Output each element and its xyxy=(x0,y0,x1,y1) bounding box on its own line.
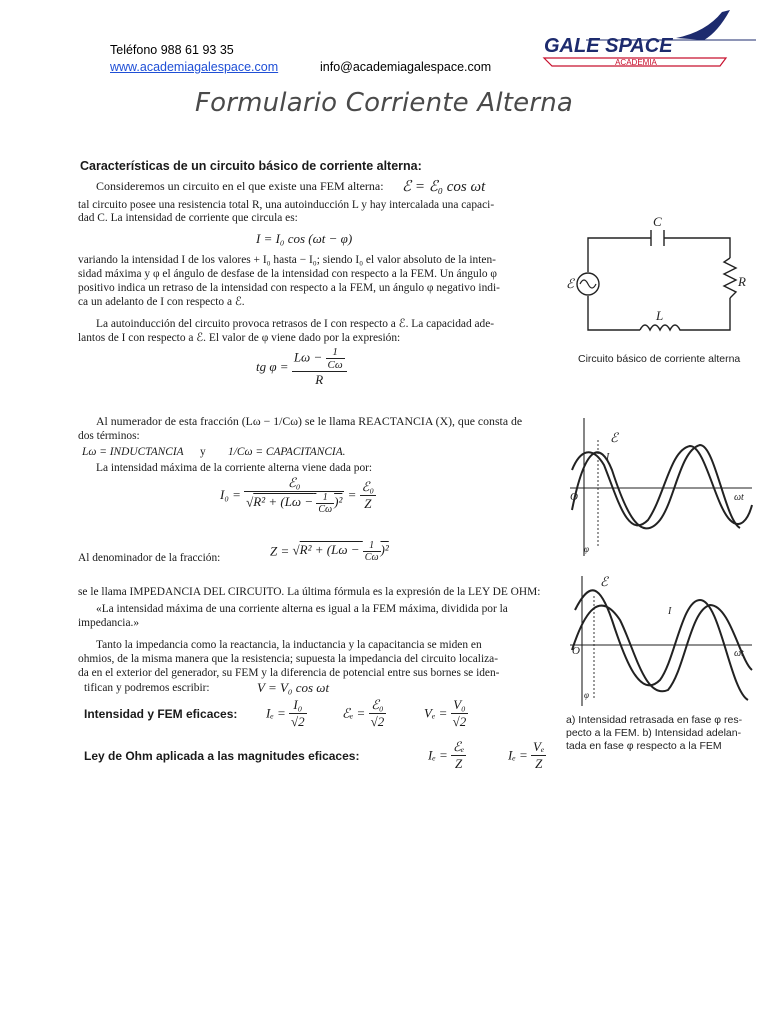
graph-a-origin: O xyxy=(570,491,578,503)
ohm-ie-label: Iₑ = xyxy=(428,747,448,763)
ie-den: √2 xyxy=(291,714,305,729)
paragraph-line: Tanto la impedancia como la reactancia, la inductancia y la capacitancia se miden en xyxy=(96,639,482,651)
tg-denominator: R xyxy=(315,372,324,387)
z-label: Z = xyxy=(270,543,290,559)
graph-b-label-i: I xyxy=(668,606,672,617)
formula-intensity: I = I₀ cos (ωt − φ) xyxy=(256,231,353,246)
paragraph-line: tifican y podremos escribir: xyxy=(84,682,210,694)
logo-text: GALE SPACE xyxy=(544,35,673,57)
ve-den: √2 xyxy=(452,714,467,729)
tg-fraction xyxy=(292,346,347,388)
paragraph-line: da en el exterior del generador, su FEM y la diferencia de potencial entre sus bornes se iden- xyxy=(78,667,500,679)
z-sqrt-b: )² xyxy=(380,542,389,558)
z-comega: Cω xyxy=(364,552,379,563)
section-heading: Características de un circuito básico de corriente alterna: xyxy=(80,159,422,173)
ee-label: ℰₑ = xyxy=(342,705,366,721)
graph-a-label-e: ℰ xyxy=(610,430,618,445)
graph-b-label-e: ℰ xyxy=(600,574,608,589)
circuit-label-c: C xyxy=(653,214,662,229)
i0z-den: Z xyxy=(364,495,372,511)
phone-number: Teléfono 988 61 93 35 xyxy=(110,43,234,57)
ohm-ve-num: Vₑ xyxy=(533,739,545,754)
formula-ohm-ve xyxy=(508,739,546,772)
paragraph-line: La autoinducción del circuito provoca retrasos de I con respecto a ℰ. La capacidad ade- xyxy=(96,318,495,330)
i0-sqrt-a: R² + (Lω − xyxy=(253,494,314,510)
ee-den: √2 xyxy=(370,714,385,729)
formula-ie xyxy=(266,697,307,730)
paragraph-line: La intensidad máxima de la corriente alterna viene dada por: xyxy=(96,462,373,474)
paragraph-line: ohmios, de la misma manera que la resistencia; supuesta la impedancia del circuito localiza- xyxy=(78,653,499,665)
formula-ve xyxy=(424,697,468,730)
ohm-ie-num: ℰₑ xyxy=(453,739,465,754)
tg-num-a: Lω − xyxy=(293,349,323,365)
paragraph-line: «La intensidad máxima de una corriente alterna es igual a la FEM máxima, dividida por la xyxy=(96,603,508,615)
ohm-ve-label: Iₑ = xyxy=(508,747,528,763)
paragraph-line: impedancia.» xyxy=(78,617,140,629)
formula-voltage: V = V₀ cos ωt xyxy=(257,680,330,695)
graph-caption-line: tada en fase φ respecto a la FEM xyxy=(566,740,722,752)
term-and: y xyxy=(200,446,206,458)
paragraph-line: sidad máxima y φ el ángulo de desfase de la intensidad con respecto a la FEM. Un ángulo φ xyxy=(78,268,497,280)
graph-caption-line: a) Intensidad retrasada en fase φ res- xyxy=(566,714,743,726)
paragraph-line: dad C. La intensidad de corriente que circula es: xyxy=(78,212,298,224)
formula-i0 xyxy=(220,475,376,515)
ie-label: Iₑ = xyxy=(266,705,286,721)
website-link[interactable]: www.academiagalespace.com xyxy=(110,60,279,74)
i0-fraction-z xyxy=(360,479,376,512)
ie-num: I₀ xyxy=(289,697,307,714)
ac-source-icon xyxy=(577,273,599,295)
graph-b-axis-wt: ωt xyxy=(734,648,744,659)
paragraph-line: lantos de I con respecto a ℰ. El valor de φ viene dado por la expresión: xyxy=(78,332,401,344)
i0-eq: = xyxy=(347,487,357,502)
graph-caption-line: pecto a la FEM. b) Intensidad adelan- xyxy=(566,727,742,739)
page-title: Formulario Corriente Alterna xyxy=(194,88,574,118)
z-sqrt-a: R² + (Lω − xyxy=(299,542,360,558)
i0-one: 1 xyxy=(316,492,334,504)
term-inductance: Lω = INDUCTANCIA xyxy=(82,446,184,458)
paragraph-line: Al numerador de esta fracción (Lω − 1/Cω) se le llama REACTANCIA (X), que consta de xyxy=(96,414,523,428)
i0-label: I₀ = xyxy=(220,487,241,502)
i0-comega: Cω xyxy=(318,504,333,515)
ohm-ie-den: Z xyxy=(455,756,463,771)
paragraph-line: Consideremos un circuito en el que existe una FEM alterna: xyxy=(96,179,384,193)
circuit-label-r: R xyxy=(738,274,746,289)
graph-b-origin: O xyxy=(572,645,580,657)
formula-ohm-ie xyxy=(428,739,466,772)
tg-num-one: 1 xyxy=(326,346,345,359)
formula-fem: ℰ = ℰ₀ cos ωt xyxy=(402,179,486,195)
tg-label: tg φ = xyxy=(256,359,289,374)
graph-a-label-i: I xyxy=(606,452,610,463)
z-one: 1 xyxy=(363,540,381,552)
ve-num: V₀ xyxy=(451,697,469,714)
tg-num-comega: Cω xyxy=(327,359,343,371)
paragraph-line: variando la intensidad I de los valores + I₀ hasta − I₀; siendo I₀ el valor absoluto de la inten- xyxy=(78,254,496,266)
graph-b-phi: φ xyxy=(584,690,589,700)
circuit-label-l: L xyxy=(656,308,664,323)
gale-space-logo xyxy=(526,8,762,72)
i0z-num: ℰ₀ xyxy=(361,478,375,494)
term-capacitance: 1/Cω = CAPACITANCIA. xyxy=(228,446,346,458)
formula-z: Z = √R² + (Lω − $\frac{1}{C\omega}$ )² xyxy=(270,540,389,563)
i0-sqrt-b: )² xyxy=(334,494,343,510)
i0-den: √R² + (Lω − $\frac{1}{C\omega}$ )² xyxy=(246,492,343,515)
paragraph-line: Al denominador de la fracción: xyxy=(78,552,221,564)
ee-num: ℰ₀ xyxy=(369,697,387,714)
ohm-ve-den: Z xyxy=(535,756,543,771)
section-heading: Ley de Ohm aplicada a las magnitudes eficaces: xyxy=(84,749,360,763)
paragraph-line: positivo indica un retraso de la intensidad con respecto a la FEM, un ángulo φ negativo indi- xyxy=(78,282,500,294)
circuit-label-e: ℰ xyxy=(566,276,574,291)
paragraph-line: ca un adelanto de I con respecto a ℰ. xyxy=(78,296,245,308)
formula-ee xyxy=(342,697,386,730)
i0-fraction xyxy=(244,475,344,515)
paragraph-line: se le llama IMPEDANCIA DEL CIRCUITO. La última fórmula es la expresión de la LEY DE OHM: xyxy=(78,586,541,598)
graph-a-phi: φ xyxy=(584,544,589,554)
logo-sub: ACADEMIA xyxy=(615,58,657,67)
ve-label: Vₑ = xyxy=(424,705,448,721)
i0-num: ℰ₀ xyxy=(244,475,344,492)
email-address: info@academiagalespace.com xyxy=(320,60,492,74)
graph-a-axis-wt: ωt xyxy=(734,492,744,503)
paragraph-line: dos términos: xyxy=(78,430,140,442)
section-heading: Intensidad y FEM eficaces: xyxy=(84,707,238,721)
formula-tg-phi xyxy=(256,346,347,388)
circuit-caption: Circuito básico de corriente alterna xyxy=(578,353,741,365)
paragraph-line: tal circuito posee una resistencia total R, una autoinducción L y hay intercalada una capaci- xyxy=(78,199,495,211)
